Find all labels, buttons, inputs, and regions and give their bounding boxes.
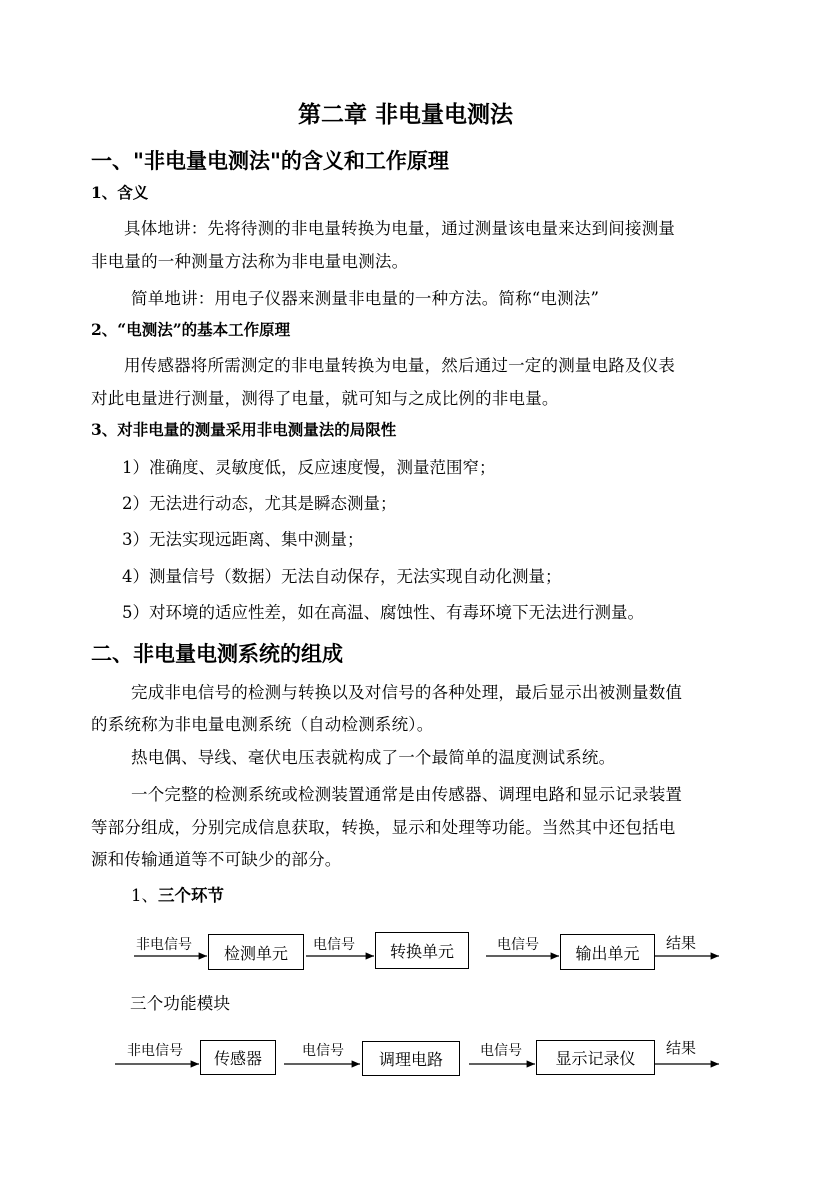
paragraph-line: 的系统称为非电量电测系统（自动检测系统）。 (91, 715, 434, 734)
signal-label: 电信号 (313, 937, 355, 953)
result-label: 结果 (666, 934, 697, 952)
input-label: 非电信号 (136, 937, 192, 953)
signal-label: 电信号 (302, 1043, 344, 1059)
list-item: 5）对环境的适应性差，如在高温、腐蚀性、有毒环境下无法进行测量。 (122, 603, 644, 622)
detection-unit-box: 检测单元 (208, 934, 304, 970)
subsection-1-3-heading: 3、对非电量的测量采用非电测量法的局限性 (91, 420, 397, 439)
output-unit-box: 输出单元 (560, 934, 655, 970)
signal-label: 电信号 (480, 1043, 522, 1059)
subsection-1-2-heading: 2、“电测法”的基本工作原理 (91, 320, 291, 339)
paragraph-line: 对此电量进行测量，测得了电量，就可知与之成比例的非电量。 (91, 389, 559, 408)
modules-caption: 三个功能模块 (130, 994, 231, 1013)
list-item: 2）无法进行动态，尤其是瞬态测量； (122, 494, 397, 513)
paragraph-line: 完成非电信号的检测与转换以及对信号的各种处理，最后显示出被测量数值 (131, 683, 683, 702)
display-recorder-box: 显示记录仪 (536, 1040, 655, 1075)
paragraph-line: 非电量的一种测量方法称为非电量电测法。 (91, 252, 409, 271)
sensor-box: 传感器 (200, 1040, 276, 1075)
signal-label: 电信号 (497, 937, 539, 953)
list-item: 4）测量信号（数据）无法自动保存，无法实现自动化测量； (122, 567, 562, 586)
paragraph-line: 具体地讲：先将待测的非电量转换为电量，通过测量该电量来达到间接测量 (124, 219, 676, 238)
section-1-heading: 一、"非电量电测法"的含义和工作原理 (91, 148, 449, 173)
subsection-1-1-heading: 1、含义 (91, 183, 149, 202)
paragraph-line: 热电偶、导线、毫伏电压表就构成了一个最简单的温度测试系统。 (131, 748, 616, 767)
paragraph-line: 等部分组成，分别完成信息获取，转换，显示和处理等功能。当然其中还包括电 (91, 818, 676, 837)
conditioning-circuit-box: 调理电路 (362, 1041, 460, 1076)
section-2-heading: 二、非电量电测系统的组成 (91, 641, 343, 666)
input-label: 非电信号 (127, 1043, 183, 1059)
subsection-number: 1、 (131, 886, 158, 905)
paragraph-line: 简单地讲：用电子仪器来测量非电量的一种方法。简称“电测法” (131, 289, 600, 308)
paragraph-line: 一个完整的检测系统或检测装置通常是由传感器、调理电路和显示记录装置 (131, 785, 683, 804)
list-item: 3）无法实现远距离、集中测量； (122, 530, 364, 549)
subsection-title: 三个环节 (158, 886, 224, 905)
page-title: 第二章 非电量电测法 (298, 101, 514, 128)
result-label: 结果 (666, 1039, 697, 1057)
list-item: 1）准确度、灵敏度低，反应速度慢，测量范围窄； (122, 458, 496, 477)
paragraph-line: 源和传输通道等不可缺少的部分。 (91, 850, 342, 869)
paragraph-line: 用传感器将所需测定的非电量转换为电量，然后通过一定的测量电路及仪表 (124, 356, 676, 375)
conversion-unit-box: 转换单元 (375, 932, 469, 969)
